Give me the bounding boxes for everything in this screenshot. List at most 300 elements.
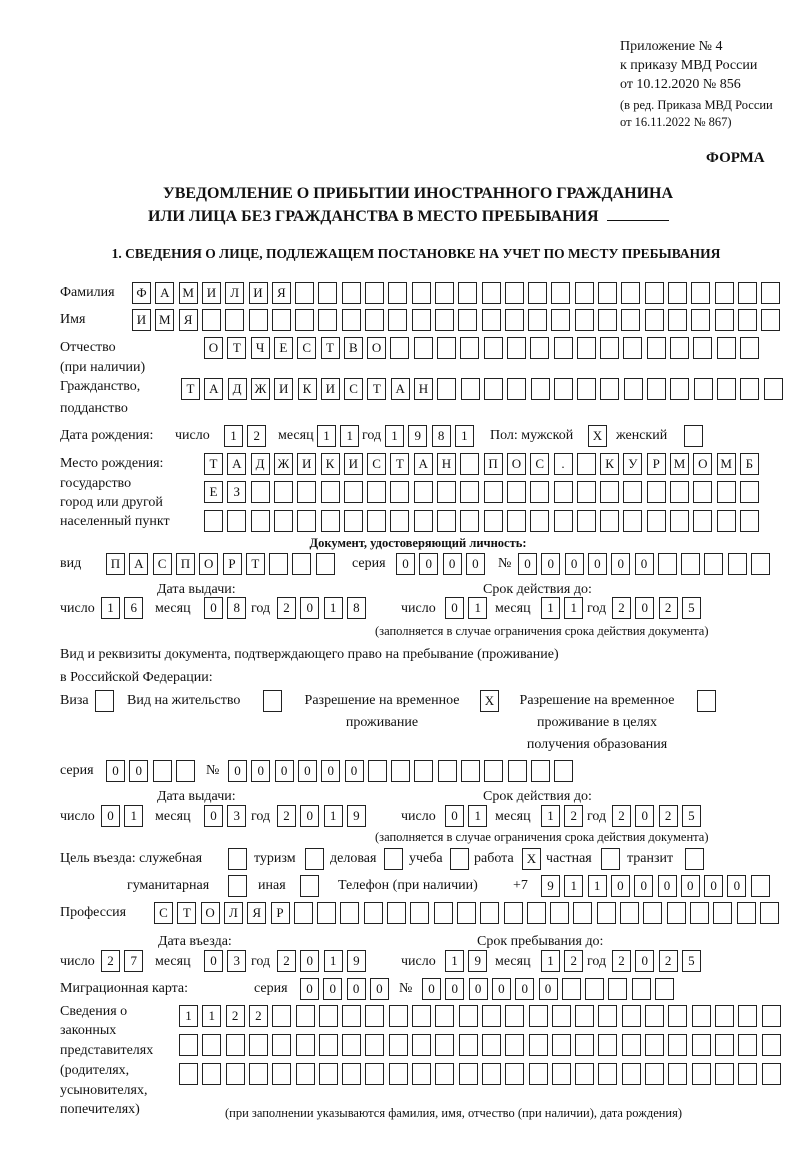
char-cell[interactable]: 1 (385, 425, 404, 447)
char-cell[interactable] (761, 282, 780, 304)
char-cell[interactable]: М (179, 282, 198, 304)
char-cell[interactable] (691, 309, 710, 331)
char-cell[interactable] (412, 1034, 431, 1056)
char-cell[interactable] (562, 978, 581, 1000)
char-cell[interactable]: И (249, 282, 268, 304)
char-cell[interactable] (390, 337, 409, 359)
char-cell[interactable] (412, 1063, 431, 1085)
char-cell[interactable]: И (202, 282, 221, 304)
char-cell[interactable]: 0 (541, 553, 560, 575)
char-cell[interactable]: 0 (445, 597, 464, 619)
char-cell[interactable] (715, 1034, 734, 1056)
char-cell[interactable]: 0 (635, 950, 654, 972)
char-cell[interactable] (740, 481, 759, 503)
char-cell[interactable] (269, 553, 288, 575)
char-cell[interactable] (251, 481, 270, 503)
char-cell[interactable] (272, 1063, 291, 1085)
checkbox-cell[interactable] (263, 690, 282, 712)
char-cell[interactable]: 3 (227, 805, 246, 827)
char-cell[interactable] (272, 1034, 291, 1056)
char-cell[interactable]: Ж (274, 453, 293, 475)
char-cell[interactable] (274, 510, 293, 532)
char-cell[interactable] (460, 481, 479, 503)
char-cell[interactable] (528, 282, 547, 304)
char-cell[interactable]: 0 (300, 978, 319, 1000)
char-cell[interactable] (764, 378, 783, 400)
char-cell[interactable] (482, 309, 501, 331)
char-cell[interactable]: Т (177, 902, 196, 924)
char-cell[interactable] (484, 337, 503, 359)
char-cell[interactable]: 0 (345, 760, 364, 782)
char-cell[interactable] (296, 1034, 315, 1056)
char-cell[interactable]: 0 (611, 553, 630, 575)
char-cell[interactable]: Д (228, 378, 247, 400)
char-cell[interactable]: 0 (466, 553, 485, 575)
char-cell[interactable]: 5 (682, 805, 701, 827)
char-cell[interactable]: С (154, 902, 173, 924)
char-cell[interactable]: 0 (515, 978, 534, 1000)
char-cell[interactable]: 1 (564, 875, 583, 897)
char-cell[interactable] (437, 481, 456, 503)
char-cell[interactable]: 0 (611, 875, 630, 897)
char-cell[interactable] (364, 902, 383, 924)
char-cell[interactable] (296, 1005, 315, 1027)
char-cell[interactable]: 0 (681, 875, 700, 897)
char-cell[interactable] (645, 309, 664, 331)
char-cell[interactable] (738, 1034, 757, 1056)
char-cell[interactable] (632, 978, 651, 1000)
char-cell[interactable] (414, 760, 433, 782)
char-cell[interactable]: 2 (249, 1005, 268, 1027)
char-cell[interactable] (738, 1005, 757, 1027)
char-cell[interactable]: 1 (564, 597, 583, 619)
char-cell[interactable]: 0 (518, 553, 537, 575)
char-cell[interactable] (202, 1063, 221, 1085)
char-cell[interactable] (598, 309, 617, 331)
char-cell[interactable] (550, 902, 569, 924)
char-cell[interactable] (296, 1063, 315, 1085)
char-cell[interactable]: 2 (659, 805, 678, 827)
char-cell[interactable] (249, 1063, 268, 1085)
char-cell[interactable]: И (344, 453, 363, 475)
char-cell[interactable] (738, 309, 757, 331)
char-cell[interactable]: 1 (468, 805, 487, 827)
char-cell[interactable]: 1 (179, 1005, 198, 1027)
char-cell[interactable] (435, 1005, 454, 1027)
char-cell[interactable]: С (530, 453, 549, 475)
char-cell[interactable] (621, 309, 640, 331)
char-cell[interactable] (176, 760, 195, 782)
char-cell[interactable] (412, 1005, 431, 1027)
char-cell[interactable] (318, 309, 337, 331)
char-cell[interactable] (668, 309, 687, 331)
char-cell[interactable]: 1 (101, 597, 120, 619)
char-cell[interactable] (226, 1034, 245, 1056)
char-cell[interactable]: 0 (323, 978, 342, 1000)
char-cell[interactable]: А (129, 553, 148, 575)
char-cell[interactable] (575, 1034, 594, 1056)
char-cell[interactable] (482, 1005, 501, 1027)
char-cell[interactable] (342, 1034, 361, 1056)
char-cell[interactable] (435, 309, 454, 331)
char-cell[interactable] (530, 510, 549, 532)
char-cell[interactable] (715, 1005, 734, 1027)
char-cell[interactable] (388, 309, 407, 331)
char-cell[interactable] (389, 1063, 408, 1085)
char-cell[interactable] (344, 510, 363, 532)
char-cell[interactable] (437, 378, 456, 400)
char-cell[interactable] (204, 510, 223, 532)
char-cell[interactable] (272, 309, 291, 331)
char-cell[interactable]: 0 (565, 553, 584, 575)
char-cell[interactable] (670, 510, 689, 532)
char-cell[interactable] (575, 1063, 594, 1085)
char-cell[interactable]: Е (274, 337, 293, 359)
char-cell[interactable]: Л (225, 282, 244, 304)
char-cell[interactable]: 1 (224, 425, 243, 447)
char-cell[interactable] (738, 282, 757, 304)
char-cell[interactable] (760, 902, 779, 924)
char-cell[interactable] (319, 1034, 338, 1056)
char-cell[interactable] (365, 309, 384, 331)
char-cell[interactable]: Б (740, 453, 759, 475)
char-cell[interactable] (598, 1034, 617, 1056)
char-cell[interactable]: 9 (468, 950, 487, 972)
char-cell[interactable] (435, 1034, 454, 1056)
char-cell[interactable] (249, 1034, 268, 1056)
char-cell[interactable] (459, 1034, 478, 1056)
char-cell[interactable] (575, 282, 594, 304)
char-cell[interactable]: 0 (347, 978, 366, 1000)
char-cell[interactable]: 2 (612, 805, 631, 827)
char-cell[interactable]: 0 (275, 760, 294, 782)
char-cell[interactable]: П (176, 553, 195, 575)
char-cell[interactable]: Я (179, 309, 198, 331)
char-cell[interactable]: 0 (727, 875, 746, 897)
char-cell[interactable]: 0 (445, 978, 464, 1000)
char-cell[interactable]: 0 (204, 805, 223, 827)
char-cell[interactable] (340, 902, 359, 924)
char-cell[interactable] (457, 902, 476, 924)
char-cell[interactable]: 1 (445, 950, 464, 972)
char-cell[interactable]: К (600, 453, 619, 475)
char-cell[interactable]: 2 (564, 950, 583, 972)
char-cell[interactable]: 1 (317, 425, 336, 447)
char-cell[interactable] (292, 553, 311, 575)
char-cell[interactable] (551, 309, 570, 331)
char-cell[interactable] (530, 337, 549, 359)
char-cell[interactable]: К (321, 453, 340, 475)
char-cell[interactable] (740, 337, 759, 359)
char-cell[interactable] (251, 510, 270, 532)
char-cell[interactable]: А (204, 378, 223, 400)
char-cell[interactable]: Н (414, 378, 433, 400)
checkbox-cell[interactable] (384, 848, 403, 870)
char-cell[interactable]: Я (272, 282, 291, 304)
char-cell[interactable] (528, 309, 547, 331)
char-cell[interactable]: 9 (347, 805, 366, 827)
char-cell[interactable]: 0 (588, 553, 607, 575)
char-cell[interactable]: 2 (659, 950, 678, 972)
char-cell[interactable]: 2 (226, 1005, 245, 1027)
char-cell[interactable] (762, 1034, 781, 1056)
char-cell[interactable] (529, 1063, 548, 1085)
char-cell[interactable] (507, 337, 526, 359)
char-cell[interactable] (460, 453, 479, 475)
char-cell[interactable] (365, 1063, 384, 1085)
char-cell[interactable] (668, 1034, 687, 1056)
char-cell[interactable] (623, 337, 642, 359)
char-cell[interactable] (728, 553, 747, 575)
char-cell[interactable] (508, 760, 527, 782)
checkbox-cell[interactable] (685, 848, 704, 870)
char-cell[interactable] (693, 481, 712, 503)
char-cell[interactable] (585, 978, 604, 1000)
char-cell[interactable] (623, 481, 642, 503)
char-cell[interactable]: 6 (124, 597, 143, 619)
char-cell[interactable] (435, 1063, 454, 1085)
char-cell[interactable]: О (204, 337, 223, 359)
char-cell[interactable]: 1 (340, 425, 359, 447)
char-cell[interactable] (622, 1063, 641, 1085)
char-cell[interactable]: Р (223, 553, 242, 575)
char-cell[interactable] (600, 481, 619, 503)
char-cell[interactable]: 0 (635, 553, 654, 575)
char-cell[interactable]: 8 (227, 597, 246, 619)
char-cell[interactable] (460, 337, 479, 359)
char-cell[interactable] (600, 510, 619, 532)
char-cell[interactable]: 0 (370, 978, 389, 1000)
char-cell[interactable] (459, 1005, 478, 1027)
char-cell[interactable] (645, 1005, 664, 1027)
char-cell[interactable]: Т (367, 378, 386, 400)
char-cell[interactable]: 1 (455, 425, 474, 447)
char-cell[interactable] (389, 1005, 408, 1027)
char-cell[interactable] (480, 902, 499, 924)
char-cell[interactable]: 1 (468, 597, 487, 619)
char-cell[interactable] (717, 510, 736, 532)
char-cell[interactable] (552, 1005, 571, 1027)
char-cell[interactable] (414, 510, 433, 532)
char-cell[interactable] (387, 902, 406, 924)
char-cell[interactable] (458, 282, 477, 304)
char-cell[interactable]: З (227, 481, 246, 503)
char-cell[interactable]: Т (227, 337, 246, 359)
char-cell[interactable] (691, 282, 710, 304)
char-cell[interactable] (690, 902, 709, 924)
char-cell[interactable] (577, 337, 596, 359)
char-cell[interactable]: 0 (443, 553, 462, 575)
char-cell[interactable] (530, 481, 549, 503)
char-cell[interactable] (179, 1034, 198, 1056)
char-cell[interactable] (598, 1005, 617, 1027)
char-cell[interactable]: 1 (541, 597, 560, 619)
char-cell[interactable] (484, 760, 503, 782)
char-cell[interactable]: 0 (129, 760, 148, 782)
char-cell[interactable]: У (623, 453, 642, 475)
char-cell[interactable]: 0 (101, 805, 120, 827)
char-cell[interactable] (577, 378, 596, 400)
char-cell[interactable]: Я (247, 902, 266, 924)
char-cell[interactable]: А (414, 453, 433, 475)
char-cell[interactable] (249, 309, 268, 331)
char-cell[interactable]: И (132, 309, 151, 331)
char-cell[interactable] (552, 1034, 571, 1056)
char-cell[interactable] (414, 481, 433, 503)
checkbox-cell[interactable] (601, 848, 620, 870)
char-cell[interactable] (529, 1034, 548, 1056)
char-cell[interactable] (318, 282, 337, 304)
char-cell[interactable]: 9 (408, 425, 427, 447)
char-cell[interactable]: 2 (101, 950, 120, 972)
checkbox-cell[interactable] (228, 875, 247, 897)
char-cell[interactable]: О (693, 453, 712, 475)
char-cell[interactable] (647, 378, 666, 400)
char-cell[interactable]: 2 (659, 597, 678, 619)
char-cell[interactable] (390, 481, 409, 503)
char-cell[interactable] (342, 1063, 361, 1085)
char-cell[interactable] (225, 309, 244, 331)
char-cell[interactable] (342, 309, 361, 331)
char-cell[interactable] (717, 378, 736, 400)
char-cell[interactable]: И (297, 453, 316, 475)
char-cell[interactable] (647, 337, 666, 359)
char-cell[interactable]: Р (271, 902, 290, 924)
char-cell[interactable]: 9 (541, 875, 560, 897)
char-cell[interactable]: 0 (251, 760, 270, 782)
char-cell[interactable] (484, 481, 503, 503)
char-cell[interactable] (297, 510, 316, 532)
char-cell[interactable] (554, 481, 573, 503)
char-cell[interactable] (367, 481, 386, 503)
char-cell[interactable]: О (367, 337, 386, 359)
char-cell[interactable] (458, 309, 477, 331)
char-cell[interactable] (272, 1005, 291, 1027)
char-cell[interactable]: 9 (347, 950, 366, 972)
char-cell[interactable] (551, 282, 570, 304)
char-cell[interactable] (608, 978, 627, 1000)
char-cell[interactable] (738, 1063, 757, 1085)
checkbox-cell[interactable]: X (588, 425, 607, 447)
char-cell[interactable] (321, 510, 340, 532)
char-cell[interactable] (202, 1034, 221, 1056)
char-cell[interactable] (435, 282, 454, 304)
char-cell[interactable] (668, 1063, 687, 1085)
char-cell[interactable]: С (153, 553, 172, 575)
char-cell[interactable] (693, 337, 712, 359)
char-cell[interactable]: 5 (682, 950, 701, 972)
char-cell[interactable] (484, 510, 503, 532)
char-cell[interactable]: 1 (541, 805, 560, 827)
char-cell[interactable] (681, 553, 700, 575)
char-cell[interactable]: 8 (432, 425, 451, 447)
char-cell[interactable] (762, 1063, 781, 1085)
char-cell[interactable]: . (554, 453, 573, 475)
char-cell[interactable]: 0 (204, 597, 223, 619)
char-cell[interactable] (316, 553, 335, 575)
char-cell[interactable] (460, 510, 479, 532)
char-cell[interactable] (670, 481, 689, 503)
char-cell[interactable] (507, 378, 526, 400)
char-cell[interactable]: Д (251, 453, 270, 475)
char-cell[interactable] (554, 378, 573, 400)
char-cell[interactable] (762, 1005, 781, 1027)
char-cell[interactable]: 0 (321, 760, 340, 782)
char-cell[interactable] (295, 309, 314, 331)
char-cell[interactable]: 1 (324, 597, 343, 619)
char-cell[interactable] (295, 282, 314, 304)
char-cell[interactable] (294, 902, 313, 924)
char-cell[interactable]: 0 (300, 950, 319, 972)
char-cell[interactable] (391, 760, 410, 782)
char-cell[interactable] (505, 1034, 524, 1056)
char-cell[interactable]: 0 (396, 553, 415, 575)
char-cell[interactable] (317, 902, 336, 924)
char-cell[interactable]: Т (390, 453, 409, 475)
char-cell[interactable] (482, 1034, 501, 1056)
char-cell[interactable]: О (507, 453, 526, 475)
char-cell[interactable] (751, 553, 770, 575)
char-cell[interactable] (647, 481, 666, 503)
char-cell[interactable]: С (367, 453, 386, 475)
char-cell[interactable]: 0 (635, 597, 654, 619)
char-cell[interactable] (600, 337, 619, 359)
char-cell[interactable]: О (201, 902, 220, 924)
char-cell[interactable] (412, 309, 431, 331)
checkbox-cell[interactable]: X (480, 690, 499, 712)
checkbox-cell[interactable] (450, 848, 469, 870)
char-cell[interactable]: 2 (612, 950, 631, 972)
char-cell[interactable] (692, 1005, 711, 1027)
char-cell[interactable]: 3 (227, 950, 246, 972)
char-cell[interactable] (554, 337, 573, 359)
char-cell[interactable] (668, 1005, 687, 1027)
char-cell[interactable]: 2 (277, 805, 296, 827)
char-cell[interactable] (737, 902, 756, 924)
char-cell[interactable] (693, 510, 712, 532)
char-cell[interactable] (368, 760, 387, 782)
char-cell[interactable]: И (321, 378, 340, 400)
char-cell[interactable]: 0 (106, 760, 125, 782)
checkbox-cell[interactable] (697, 690, 716, 712)
char-cell[interactable] (667, 902, 686, 924)
char-cell[interactable]: 2 (247, 425, 266, 447)
char-cell[interactable]: 0 (300, 805, 319, 827)
char-cell[interactable] (621, 282, 640, 304)
char-cell[interactable]: Ф (132, 282, 151, 304)
char-cell[interactable] (459, 1063, 478, 1085)
checkbox-cell[interactable] (95, 690, 114, 712)
char-cell[interactable]: Ч (251, 337, 270, 359)
char-cell[interactable]: М (717, 453, 736, 475)
char-cell[interactable] (226, 1063, 245, 1085)
char-cell[interactable] (367, 510, 386, 532)
char-cell[interactable] (715, 282, 734, 304)
char-cell[interactable] (622, 1034, 641, 1056)
char-cell[interactable] (554, 510, 573, 532)
char-cell[interactable]: 1 (202, 1005, 221, 1027)
char-cell[interactable]: Т (246, 553, 265, 575)
char-cell[interactable]: 0 (658, 875, 677, 897)
char-cell[interactable] (575, 309, 594, 331)
char-cell[interactable]: 1 (324, 950, 343, 972)
char-cell[interactable] (484, 378, 503, 400)
checkbox-cell[interactable] (305, 848, 324, 870)
char-cell[interactable] (715, 309, 734, 331)
char-cell[interactable] (645, 1034, 664, 1056)
char-cell[interactable] (740, 510, 759, 532)
char-cell[interactable]: П (484, 453, 503, 475)
